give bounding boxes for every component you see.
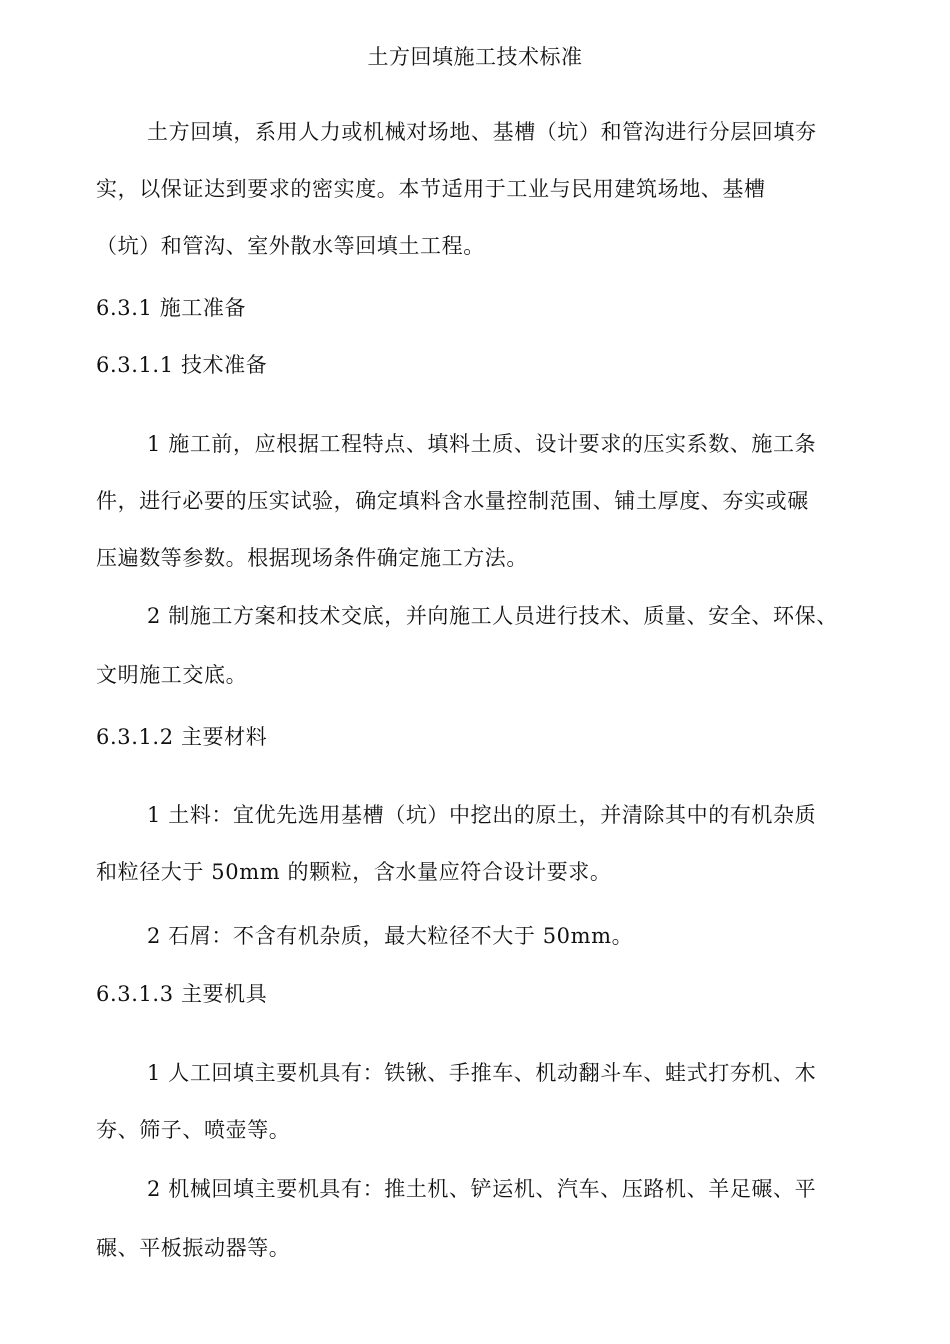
materials-line-3: 2 石屑：不含有机杂质，最大粒径不大于 50mm。 (147, 924, 634, 948)
tech-prep-line-4: 2 制施工方案和技术交底，并向施工人员进行技术、质量、安全、环保、 (147, 604, 838, 628)
materials-line-2: 和粒径大于 50mm 的颗粒，含水量应符合设计要求。 (96, 860, 612, 884)
tech-prep-line-1: 1 施工前，应根据工程特点、填料土质、设计要求的压实系数、施工条 (147, 432, 817, 456)
tools-line-4: 碾、平板振动器等。 (96, 1236, 291, 1260)
intro-line-3: （坑）和管沟、室外散水等回填土工程。 (96, 234, 485, 258)
section-heading-6-3-1-1: 6.3.1.1 技术准备 (96, 353, 268, 377)
tools-line-1: 1 人工回填主要机具有：铁锹、手推车、机动翻斗车、蛙式打夯机、木 (147, 1061, 817, 1085)
materials-line-1: 1 土料：宜优先选用基槽（坑）中挖出的原土，并清除其中的有机杂质 (147, 803, 817, 827)
section-heading-6-3-1: 6.3.1 施工准备 (96, 296, 247, 320)
tools-line-2: 夯、筛子、喷壶等。 (96, 1118, 291, 1142)
tech-prep-line-3: 压遍数等参数。根据现场条件确定施工方法。 (96, 546, 528, 570)
tech-prep-line-2: 件，进行必要的压实试验，确定填料含水量控制范围、铺土厚度、夯实或碾 (96, 489, 809, 513)
intro-line-1: 土方回填，系用人力或机械对场地、基槽（坑）和管沟进行分层回填夯 (147, 120, 817, 144)
intro-line-2: 实，以保证达到要求的密实度。本节适用于工业与民用建筑场地、基槽 (96, 177, 766, 201)
tools-line-3: 2 机械回填主要机具有：推土机、铲运机、汽车、压路机、羊足碾、平 (147, 1177, 817, 1201)
section-heading-6-3-1-2: 6.3.1.2 主要材料 (96, 725, 268, 749)
tech-prep-line-5: 文明施工交底。 (96, 663, 248, 687)
document-title: 土方回填施工技术标准 (367, 45, 583, 69)
section-heading-6-3-1-3: 6.3.1.3 主要机具 (96, 982, 268, 1006)
